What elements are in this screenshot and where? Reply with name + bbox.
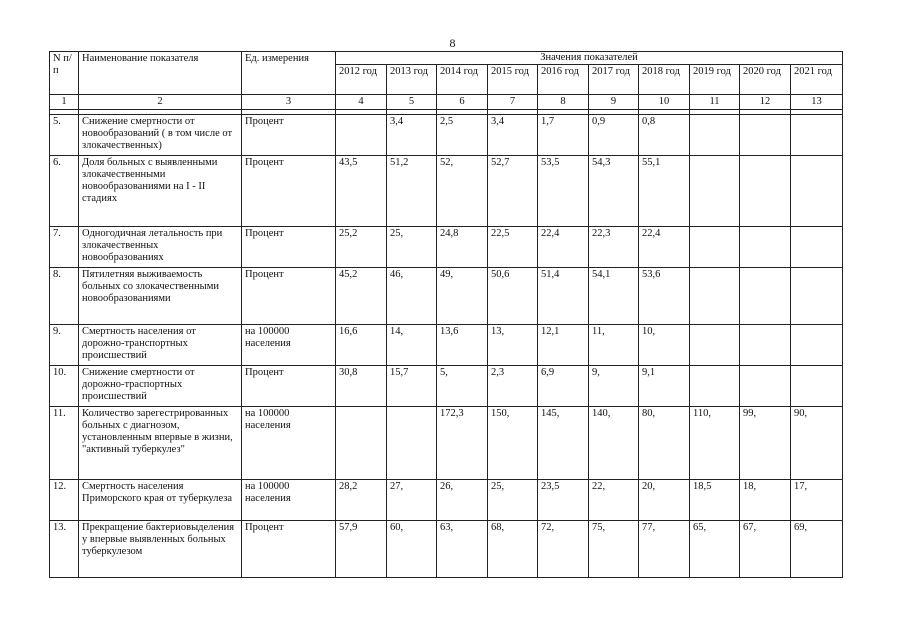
- indicator-value: 27,: [387, 480, 437, 521]
- header-row-top: [50, 52, 843, 65]
- indicator-value: 0,8: [639, 115, 690, 156]
- indicator-value: 55,1: [639, 156, 690, 227]
- table-row: [50, 480, 843, 521]
- header-unit: Ед. измерения: [242, 52, 336, 95]
- indicator-value: 28,2: [336, 480, 387, 521]
- indicator-value: 150,: [488, 407, 538, 480]
- header-name: Наименование показателя: [79, 52, 242, 95]
- indicator-value: 72,: [538, 521, 589, 578]
- indicator-value: 43,5: [336, 156, 387, 227]
- indicator-value: 65,: [690, 521, 740, 578]
- indicator-value: 3,4: [488, 115, 538, 156]
- indicator-value: 12,1: [538, 325, 589, 366]
- indicator-value: [387, 407, 437, 480]
- indicator-value: 46,: [387, 268, 437, 325]
- indicator-value: [336, 115, 387, 156]
- indicator-value: 69,: [791, 521, 843, 578]
- column-number: 9: [589, 95, 639, 110]
- indicator-value: 6,9: [538, 366, 589, 407]
- unit-of-measure: на 100000 населения: [242, 407, 336, 480]
- indicator-value: [791, 325, 843, 366]
- column-number: 4: [336, 95, 387, 110]
- row-number: 8.: [50, 268, 79, 325]
- indicator-value: 18,5: [690, 480, 740, 521]
- unit-of-measure: на 100000 населения: [242, 480, 336, 521]
- table-row: [50, 521, 843, 578]
- indicator-value: 145,: [538, 407, 589, 480]
- indicator-value: 25,: [387, 227, 437, 268]
- page-number: 8: [449, 36, 456, 50]
- header-year: 2012 год: [336, 64, 387, 94]
- indicator-value: 0,9: [589, 115, 639, 156]
- indicator-value: 22,4: [538, 227, 589, 268]
- indicator-value: 22,3: [589, 227, 639, 268]
- indicator-value: 140,: [589, 407, 639, 480]
- column-number: 11: [690, 95, 740, 110]
- indicators-table: [49, 51, 843, 578]
- table-row: [50, 268, 843, 325]
- unit-of-measure: Процент: [242, 268, 336, 325]
- row-number: 11.: [50, 407, 79, 480]
- indicator-value: [740, 227, 791, 268]
- indicator-value: 45,2: [336, 268, 387, 325]
- indicator-name: Прекращение бактериовыделения у впервые выявленных больных туберкулезом: [79, 521, 242, 578]
- indicator-value: 10,: [639, 325, 690, 366]
- indicator-value: 13,6: [437, 325, 488, 366]
- indicator-value: 54,1: [589, 268, 639, 325]
- indicator-name: Снижение смертности от дорожно-траспортных происшествий: [79, 366, 242, 407]
- indicator-value: 25,: [488, 480, 538, 521]
- table-row: [50, 227, 843, 268]
- indicator-value: [791, 115, 843, 156]
- indicator-value: 22,5: [488, 227, 538, 268]
- indicator-value: 77,: [639, 521, 690, 578]
- table-row: [50, 366, 843, 407]
- unit-of-measure: Процент: [242, 366, 336, 407]
- indicator-value: 3,4: [387, 115, 437, 156]
- column-number: 8: [538, 95, 589, 110]
- indicator-value: [690, 366, 740, 407]
- row-number: 12.: [50, 480, 79, 521]
- indicator-value: 24,8: [437, 227, 488, 268]
- table-row: [50, 156, 843, 227]
- indicator-value: 11,: [589, 325, 639, 366]
- header-year: 2014 год: [437, 64, 488, 94]
- indicator-value: [690, 156, 740, 227]
- table-row: [50, 325, 843, 366]
- column-number: 5: [387, 95, 437, 110]
- unit-of-measure: Процент: [242, 156, 336, 227]
- indicator-value: 51,4: [538, 268, 589, 325]
- indicator-value: 25,2: [336, 227, 387, 268]
- unit-of-measure: Процент: [242, 227, 336, 268]
- column-number: 12: [740, 95, 791, 110]
- indicator-value: 18,: [740, 480, 791, 521]
- indicator-value: 57,9: [336, 521, 387, 578]
- indicator-value: [791, 268, 843, 325]
- indicator-value: 63,: [437, 521, 488, 578]
- indicator-value: 90,: [791, 407, 843, 480]
- indicator-value: 53,6: [639, 268, 690, 325]
- indicator-value: 50,6: [488, 268, 538, 325]
- indicator-value: 110,: [690, 407, 740, 480]
- indicator-value: 17,: [791, 480, 843, 521]
- indicator-value: 53,5: [538, 156, 589, 227]
- indicator-value: 52,7: [488, 156, 538, 227]
- indicator-value: 20,: [639, 480, 690, 521]
- table-row: [50, 407, 843, 480]
- column-number: 1: [50, 95, 79, 110]
- indicator-name: Смертность населения от дорожно-транспортных происшествий: [79, 325, 242, 366]
- indicator-value: 30,8: [336, 366, 387, 407]
- indicator-name: Доля больных с выявленными злокачественными новообразованиями на I - II стадиях: [79, 156, 242, 227]
- header-year: 2016 год: [538, 64, 589, 94]
- indicator-value: 22,4: [639, 227, 690, 268]
- indicator-value: [791, 366, 843, 407]
- unit-of-measure: на 100000 населения: [242, 325, 336, 366]
- indicator-value: 49,: [437, 268, 488, 325]
- column-numbers-row: [50, 95, 843, 110]
- indicator-name: Смертность населения Приморского края от туберкулеза: [79, 480, 242, 521]
- row-number: 7.: [50, 227, 79, 268]
- indicator-value: 54,3: [589, 156, 639, 227]
- column-number: 6: [437, 95, 488, 110]
- unit-of-measure: Процент: [242, 521, 336, 578]
- indicator-value: 67,: [740, 521, 791, 578]
- indicator-value: [740, 156, 791, 227]
- header-year: 2019 год: [690, 64, 740, 94]
- row-number: 6.: [50, 156, 79, 227]
- indicator-value: 52,: [437, 156, 488, 227]
- indicator-value: 9,1: [639, 366, 690, 407]
- row-number: 5.: [50, 115, 79, 156]
- indicator-value: 15,7: [387, 366, 437, 407]
- header-year: 2021 год: [791, 64, 843, 94]
- indicator-value: [791, 156, 843, 227]
- column-number: 3: [242, 95, 336, 110]
- indicator-name: Количество зарегестрированных больных с диагнозом, установленным впервые в жизни, "активный туберкулез": [79, 407, 242, 480]
- indicator-value: 26,: [437, 480, 488, 521]
- indicator-value: 22,: [589, 480, 639, 521]
- row-number: 9.: [50, 325, 79, 366]
- header-num: N п/п: [50, 52, 79, 95]
- indicator-value: 75,: [589, 521, 639, 578]
- header-year: 2015 год: [488, 64, 538, 94]
- unit-of-measure: Процент: [242, 115, 336, 156]
- column-number: 2: [79, 95, 242, 110]
- indicator-value: 51,2: [387, 156, 437, 227]
- indicator-value: [336, 407, 387, 480]
- column-number: 13: [791, 95, 843, 110]
- indicator-name: Снижение смертности от новообразований ( в том числе от злокачественных): [79, 115, 242, 156]
- indicator-value: [740, 325, 791, 366]
- indicator-value: 5,: [437, 366, 488, 407]
- indicator-value: 16,6: [336, 325, 387, 366]
- indicator-value: 2,5: [437, 115, 488, 156]
- indicator-value: [791, 227, 843, 268]
- column-number: 7: [488, 95, 538, 110]
- indicator-value: 9,: [589, 366, 639, 407]
- table-row: [50, 115, 843, 156]
- indicator-value: [740, 366, 791, 407]
- indicator-value: [690, 115, 740, 156]
- indicator-value: 99,: [740, 407, 791, 480]
- row-number: 13.: [50, 521, 79, 578]
- header-year: 2017 год: [589, 64, 639, 94]
- indicator-value: [690, 325, 740, 366]
- indicator-name: Одногодичная летальность при злокачественных новообразованиях: [79, 227, 242, 268]
- header-year: 2020 год: [740, 64, 791, 94]
- indicator-value: [690, 268, 740, 325]
- column-number: 10: [639, 95, 690, 110]
- indicator-value: 80,: [639, 407, 690, 480]
- indicator-value: [690, 227, 740, 268]
- header-year: 2013 год: [387, 64, 437, 94]
- indicator-value: 14,: [387, 325, 437, 366]
- indicator-value: [740, 268, 791, 325]
- indicator-name: Пятилетняя выживаемость больных со злокачественными новообразованиями: [79, 268, 242, 325]
- indicator-value: 2,3: [488, 366, 538, 407]
- indicator-value: 60,: [387, 521, 437, 578]
- header-year: 2018 год: [639, 64, 690, 94]
- indicator-value: 23,5: [538, 480, 589, 521]
- row-number: 10.: [50, 366, 79, 407]
- indicator-value: 1,7: [538, 115, 589, 156]
- indicator-value: [740, 115, 791, 156]
- indicator-value: 68,: [488, 521, 538, 578]
- header-values-group: Значения показателей: [336, 52, 843, 65]
- indicator-value: 13,: [488, 325, 538, 366]
- indicator-value: 172,3: [437, 407, 488, 480]
